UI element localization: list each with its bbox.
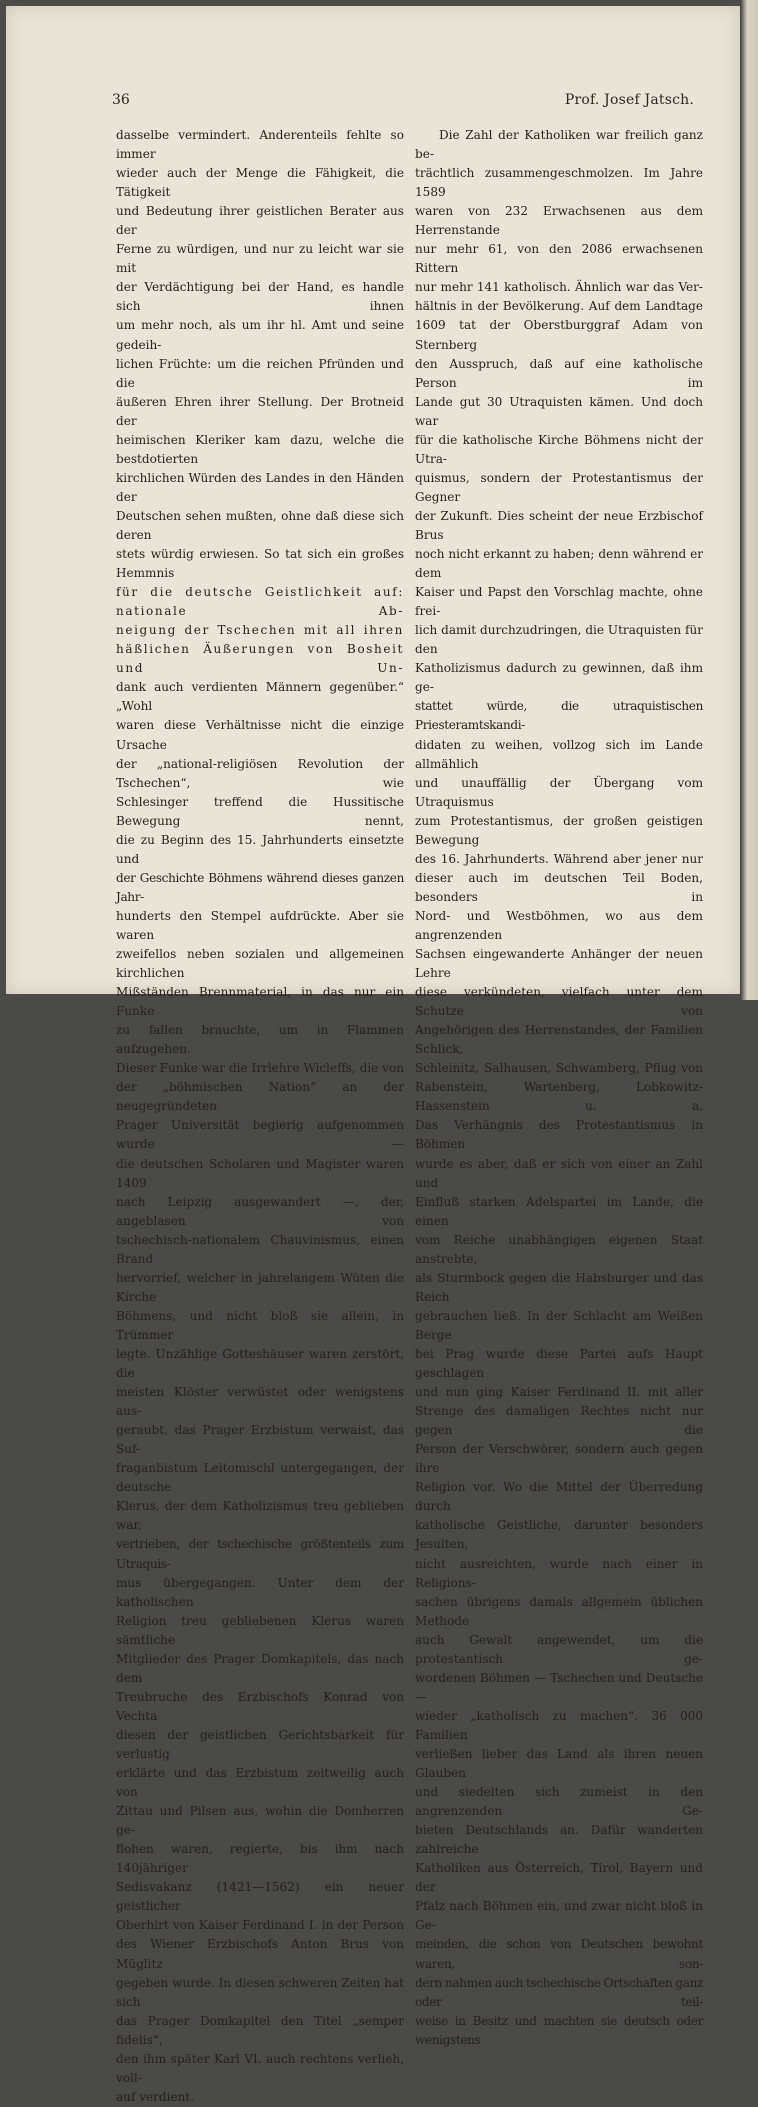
text-line: noch nicht erkannt zu haben; denn während er dem [415, 547, 703, 581]
text-line: neigung der Tschechen mit all ihren [116, 623, 404, 638]
text-line: 1609 tat der Oberstburggraf Adam von Sternberg [415, 318, 703, 352]
text-line: Rabenstein, Wartenberg, Lobkowitz-Hassenstein u. a. [415, 1080, 703, 1114]
text-line: um mehr noch, als um ihr hl. Amt und seine gedeih- [116, 318, 404, 352]
text-line: Kaiser und Papst den Vorschlag machte, ohne frei- [415, 585, 703, 619]
running-head-author: Prof. Josef Jatsch. [564, 92, 694, 108]
text-line: legte. Unzählige Gotteshäuser waren zerstört, die [116, 1347, 404, 1381]
text-line: der „national-religiösen Revolution der Tschechen“, wie [116, 756, 404, 790]
text-line: vom Reiche unabhängigen eigenen Staat anstrebte, [415, 1232, 703, 1266]
text-line: äußeren Ehren ihrer Stellung. Der Brotneid der [116, 394, 404, 428]
text-line: wieder „katholisch zu machen“. 36 000 Familien [415, 1708, 703, 1742]
text-line: nur mehr 141 katholisch. Ähnlich war das Ver- [415, 280, 703, 295]
text-line: bieten Deutschlands an. Dafür wanderten zahlreiche [415, 1823, 703, 1857]
text-line: Oberhirt von Kaiser Ferdinand I. in der Person [116, 1918, 404, 1933]
text-line: stets würdig erwiesen. So tat sich ein großes Hemmnis [116, 547, 404, 581]
text-line: Einfluß starken Adelspartei im Lande, die einen [415, 1194, 703, 1228]
text-line: heimischen Kleriker kam dazu, welche die bestdotierten [116, 432, 404, 466]
text-line: hältnis in der Bevölkerung. Auf dem Landtage [415, 299, 703, 314]
text-line: auf verdient. [116, 2089, 195, 2104]
text-line: Religion vor. Wo die Mittel der Überredung durch [415, 1480, 703, 1514]
text-line: Böhmens, und nicht bloß sie allein, in Trümmer [116, 1308, 404, 1342]
text-line: den Ausspruch, daß auf eine katholische Person im [415, 356, 703, 390]
text-line: die zu Beginn des 15. Jahrhunderts einsetzte und [116, 832, 404, 866]
text-line: Schleinitz, Salhausen, Schwamberg, Pflug von [415, 1061, 703, 1076]
text-line: Katholizismus dadurch zu gewinnen, daß ihm ge- [415, 661, 703, 695]
page-number: 36 [112, 92, 130, 108]
text-line: Dieser Funke war die Irrlehre Wicleffs, die von [116, 1061, 404, 1076]
text-line: Sedisvakanz (1421—1562) ein neuer geistlicher [116, 1880, 404, 1914]
text-line: kirchlichen Würden des Landes in den Händen der [116, 470, 404, 504]
text-line: stattet würde, die utraquistischen Priesteramtskandi- [415, 699, 703, 733]
text-line: meisten Klöster verwüstet oder wenigstens aus- [116, 1385, 404, 1419]
text-line: fraganbistum Leitomischl untergegangen, der deutsche [116, 1461, 404, 1495]
text-line: hunderts den Stempel aufdrückte. Aber sie waren [116, 908, 404, 942]
text-line: Die Zahl der Katholiken war freilich ganz be- [415, 128, 703, 162]
text-line: dern nahmen auch tschechische Ortschaften ganz oder teil- [415, 1975, 703, 2009]
text-line: auch Gewalt angewendet, um die protestantisch ge- [415, 1632, 703, 1666]
text-line: Lande gut 30 Utraquisten kämen. Und doch war [415, 394, 703, 428]
text-line: Angehörigen des Herrenstandes, der Familien Schlick, [415, 1023, 703, 1057]
text-line: Das Verhängnis des Protestantismus in Böhmen [415, 1118, 703, 1152]
text-line: waren diese Verhältnisse nicht die einzige Ursache [116, 718, 404, 752]
right-text-column [415, 126, 703, 2050]
text-line: zweifellos neben sozialen und allgemeinen kirchlichen [116, 947, 404, 981]
text-line: wieder auch der Menge die Fähigkeit, die Tätigkeit [116, 166, 404, 200]
text-line: waren von 232 Erwachsenen aus dem Herrenstande [415, 204, 703, 238]
text-line: nicht ausreichten, wurde nach einer in Religions- [415, 1556, 703, 1590]
text-line: verließen lieber das Land als ihren neuen Glauben [415, 1746, 703, 1781]
text-line: erklärte und das Erzbistum zeitweilig auch von [116, 1766, 404, 1800]
running-header [112, 92, 694, 114]
text-line: den ihm später Karl VI. auch rechtens verlieh, voll- [116, 2051, 404, 2085]
text-line: bei Prag wurde diese Partei aufs Haupt geschlagen [415, 1347, 703, 1381]
text-line: quismus, sondern der Protestantismus der Gegner [415, 470, 703, 504]
text-line: didaten zu weihen, vollzog sich im Lande allmählich [415, 737, 703, 771]
text-line: diese verkündeten, vielfach unter dem Schutze von [415, 985, 703, 1019]
text-line: Treubruche des Erzbischofs Konrad von Vechta [116, 1689, 404, 1723]
text-line: tschechisch-nationalem Chauvinismus, einen Brand [116, 1232, 404, 1266]
text-line: das Prager Domkapitel den Titel „semper fidelis“, [116, 2013, 404, 2047]
text-line: hervorrief, welcher in jahrelangem Wüten die Kirche [116, 1270, 404, 1304]
text-line: die deutschen Scholaren und Magister waren 1409 [116, 1156, 404, 1190]
text-line: für die katholische Kirche Böhmens nicht der Utra- [415, 432, 703, 466]
text-line: Ferne zu würdigen, und nur zu leicht war sie mit [116, 242, 404, 276]
text-line: Prager Universität begierig aufgenommen wurde — [116, 1118, 404, 1152]
text-line: lichen Früchte: um die reichen Pfründen und die [116, 356, 404, 390]
left-text-column [116, 126, 404, 2107]
text-line: nach Leipzig ausgewandert —, der, angeblasen von [116, 1194, 404, 1228]
text-line: des 16. Jahrhunderts. Während aber jener nur [415, 851, 703, 866]
text-line: der Zukunft. Dies scheint der neue Erzbischof Brus [415, 508, 703, 542]
text-line: zu fallen brauchte, um in Flammen aufzugehen. [116, 1023, 404, 1057]
text-line: Strenge des damaligen Rechtes nicht nur gegen die [415, 1404, 703, 1438]
text-line: Person der Verschwörer, sondern auch gegen ihre [415, 1442, 703, 1476]
text-line: Zittau und Pilsen aus, wohin die Domherren ge- [116, 1804, 404, 1838]
text-line: und siedelten sich zumeist in den angrenzenden Ge- [415, 1785, 703, 1819]
text-line: dieser auch im deutschen Teil Boden, besonders in [415, 870, 703, 904]
text-line: vertrieben, der tschechische größtenteils zum Utraquis- [116, 1537, 404, 1571]
text-line: lich damit durchzudringen, die Utraquisten für den [415, 623, 703, 657]
text-line: gegeben wurde. In diesen schweren Zeiten hat sich [116, 1975, 404, 2009]
text-line: der Verdächtigung bei der Hand, es handle sich ihnen [116, 280, 404, 314]
text-line: Schlesinger treffend die Hussitische Bewegung nennt, [116, 794, 404, 828]
text-line: Nord- und Westböhmen, wo aus dem angrenzenden [415, 908, 703, 942]
text-line: dasselbe vermindert. Anderenteils fehlte so immer [116, 128, 404, 162]
text-line: und unauffällig der Übergang vom Utraquismus [415, 775, 703, 809]
text-line: wordenen Böhmen — Tschechen und Deutsche — [415, 1670, 703, 1704]
text-line: Mitglieder des Prager Domkapitels, das nach dem [116, 1651, 404, 1685]
text-line: meinden, die schon von Deutschen bewohnt waren, son- [415, 1937, 703, 1971]
text-line: geraubt, das Prager Erzbistum verwaist, das Suf- [116, 1423, 404, 1457]
text-line: für die deutsche Geistlichkeit auf: nationale Ab- [116, 585, 404, 619]
text-line: nur mehr 61, von den 2086 erwachsenen Rittern [415, 242, 703, 276]
text-line: mus übergegangen. Unter dem der katholischen [116, 1575, 404, 1609]
text-line: gebrauchen ließ. In der Schlacht am Weißen Berge [415, 1308, 703, 1342]
text-line: flohen waren, regierte, bis ihm nach 140jähriger [116, 1842, 404, 1876]
text-line: sachen übrigens damals allgemein üblichen Methode [415, 1594, 703, 1628]
text-line: der „böhmischen Nation“ an der neugegründeten [116, 1080, 404, 1114]
text-line: der Geschichte Böhmens während dieses ganzen Jahr- [116, 870, 404, 904]
text-line: weise in Besitz und machten sie deutsch oder wenigstens [415, 2013, 703, 2047]
text-line: dank auch verdienten Männern gegenüber.“ „Wohl [116, 680, 404, 714]
next-page-edge [740, 0, 758, 1000]
text-line: Mißständen Brennmaterial, in das nur ein Funke [116, 985, 404, 1019]
text-line: als Sturmbock gegen die Habsburger und das Reich [415, 1270, 703, 1304]
text-line: katholische Geistliche, darunter besonders Jesuiten, [415, 1518, 703, 1552]
text-line: Deutschen sehen mußten, ohne daß diese sich deren [116, 508, 404, 542]
text-line: trächtlich zusammengeschmolzen. Im Jahre 1589 [415, 166, 703, 200]
text-line: und Bedeutung ihrer geistlichen Berater aus der [116, 204, 404, 238]
text-line: Sachsen eingewanderte Anhänger der neuen Lehre [415, 947, 703, 981]
book-page [6, 6, 740, 2104]
text-line: zum Protestantismus, der großen geistigen Bewegung [415, 813, 703, 847]
text-line: Klerus, der dem Katholizismus treu geblieben war, [116, 1499, 404, 1533]
text-line: und nun ging Kaiser Ferdinand II. mit aller [415, 1385, 703, 1400]
text-line: Religion treu gebliebenen Klerus waren sämtliche [116, 1613, 404, 1647]
text-line: häßlichen Äußerungen von Bosheit und Un- [116, 642, 404, 676]
text-line: diesen der geistlichen Gerichtsbarkeit für verlustig [116, 1727, 404, 1761]
text-line: Katholiken aus Österreich, Tirol, Bayern und der [415, 1861, 703, 1895]
text-line: des Wiener Erzbischofs Anton Brus von Müglitz [116, 1937, 404, 1971]
text-line: Pfalz nach Böhmen ein, und zwar nicht bloß in Ge- [415, 1899, 703, 1933]
text-line: wurde es aber, daß er sich von einer an Zahl und [415, 1156, 703, 1190]
